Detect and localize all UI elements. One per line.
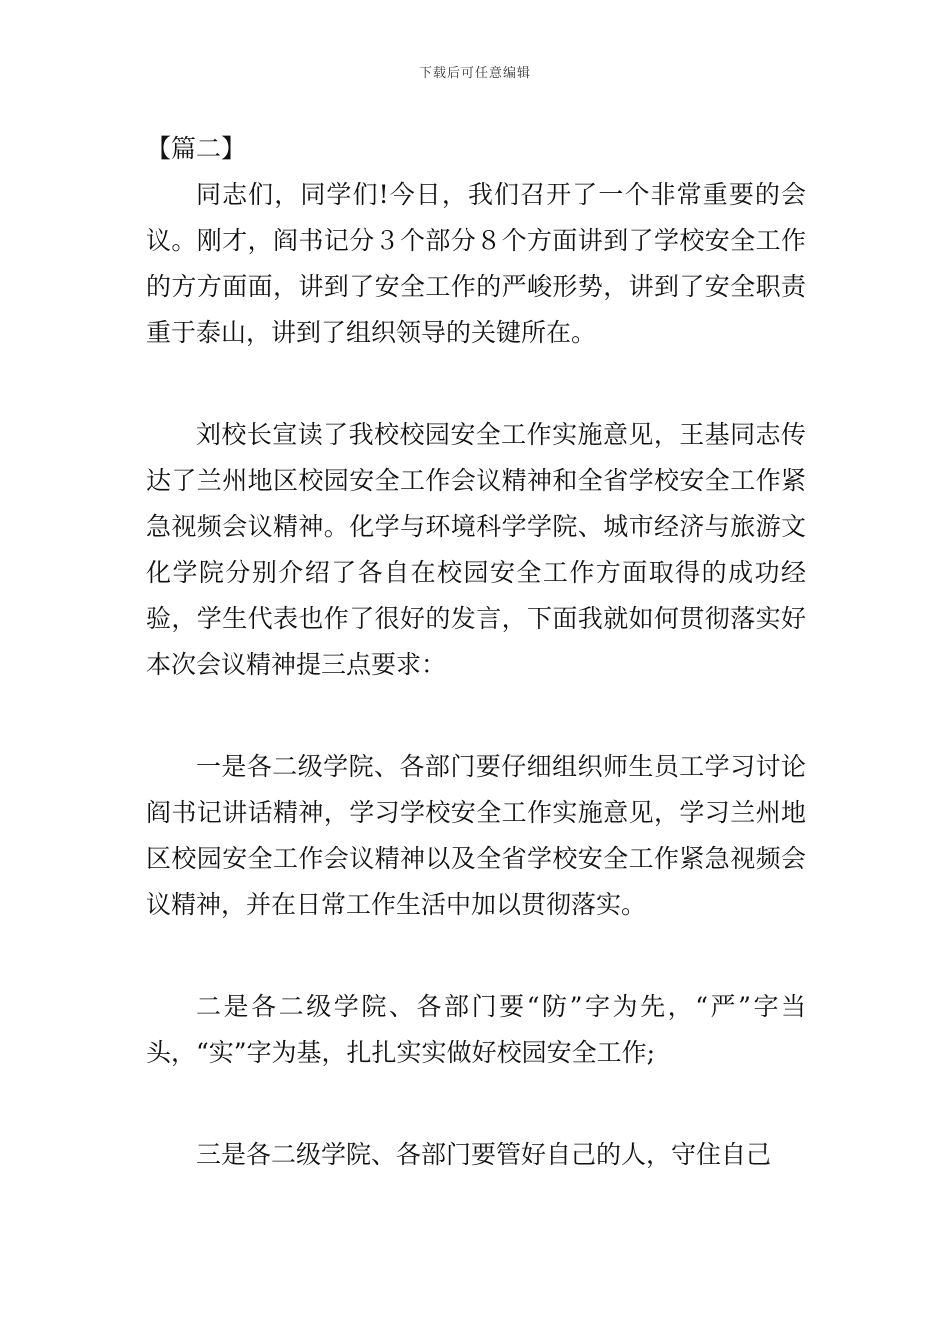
paragraph-4: 二是各二级学院、各部门要“防”字为先，“严”字当头，“实”字为基，扎扎实实做好校园安全工作;: [146, 992, 806, 1067]
section-title: 【篇二】: [146, 134, 247, 163]
paragraph-2: 刘校长宣读了我校校园安全工作实施意见，王基同志传达了兰州地区校园安全工作会议精神和全省学校安全工作紧急视频会议精神。化学与环境科学学院、城市经济与旅游文化学院分别介绍了各自在校园安全工作方面取得的成功经验，学生代表也作了很好的发言，下面我就如何贯彻落实好本次会议精神提三点要求：: [146, 420, 806, 679]
page-header-note: 下载后可任意编辑: [418, 66, 531, 81]
paragraph-3: 一是各二级学院、各部门要仔细组织师生员工学习讨论阎书记讲话精神，学习学校安全工作实施意见，学习兰州地区校园安全工作会议精神以及全省学校安全工作紧急视频会议精神，并在日常工作生活中加以贯彻落实。: [146, 752, 806, 919]
document-body: [146, 126, 806, 1234]
paragraph-1: 同志们，同学们!今日，我们召开了一个非常重要的会议。刚才，阎书记分３个部分８个方面讲到了学校安全工作的方方面面，讲到了安全工作的严峻形势，讲到了安全职责重于泰山，讲到了组织领导的关键所在。: [146, 180, 806, 347]
paragraph-5: 三是各二级学院、各部门要管好自己的人，守住自己: [196, 1140, 772, 1169]
